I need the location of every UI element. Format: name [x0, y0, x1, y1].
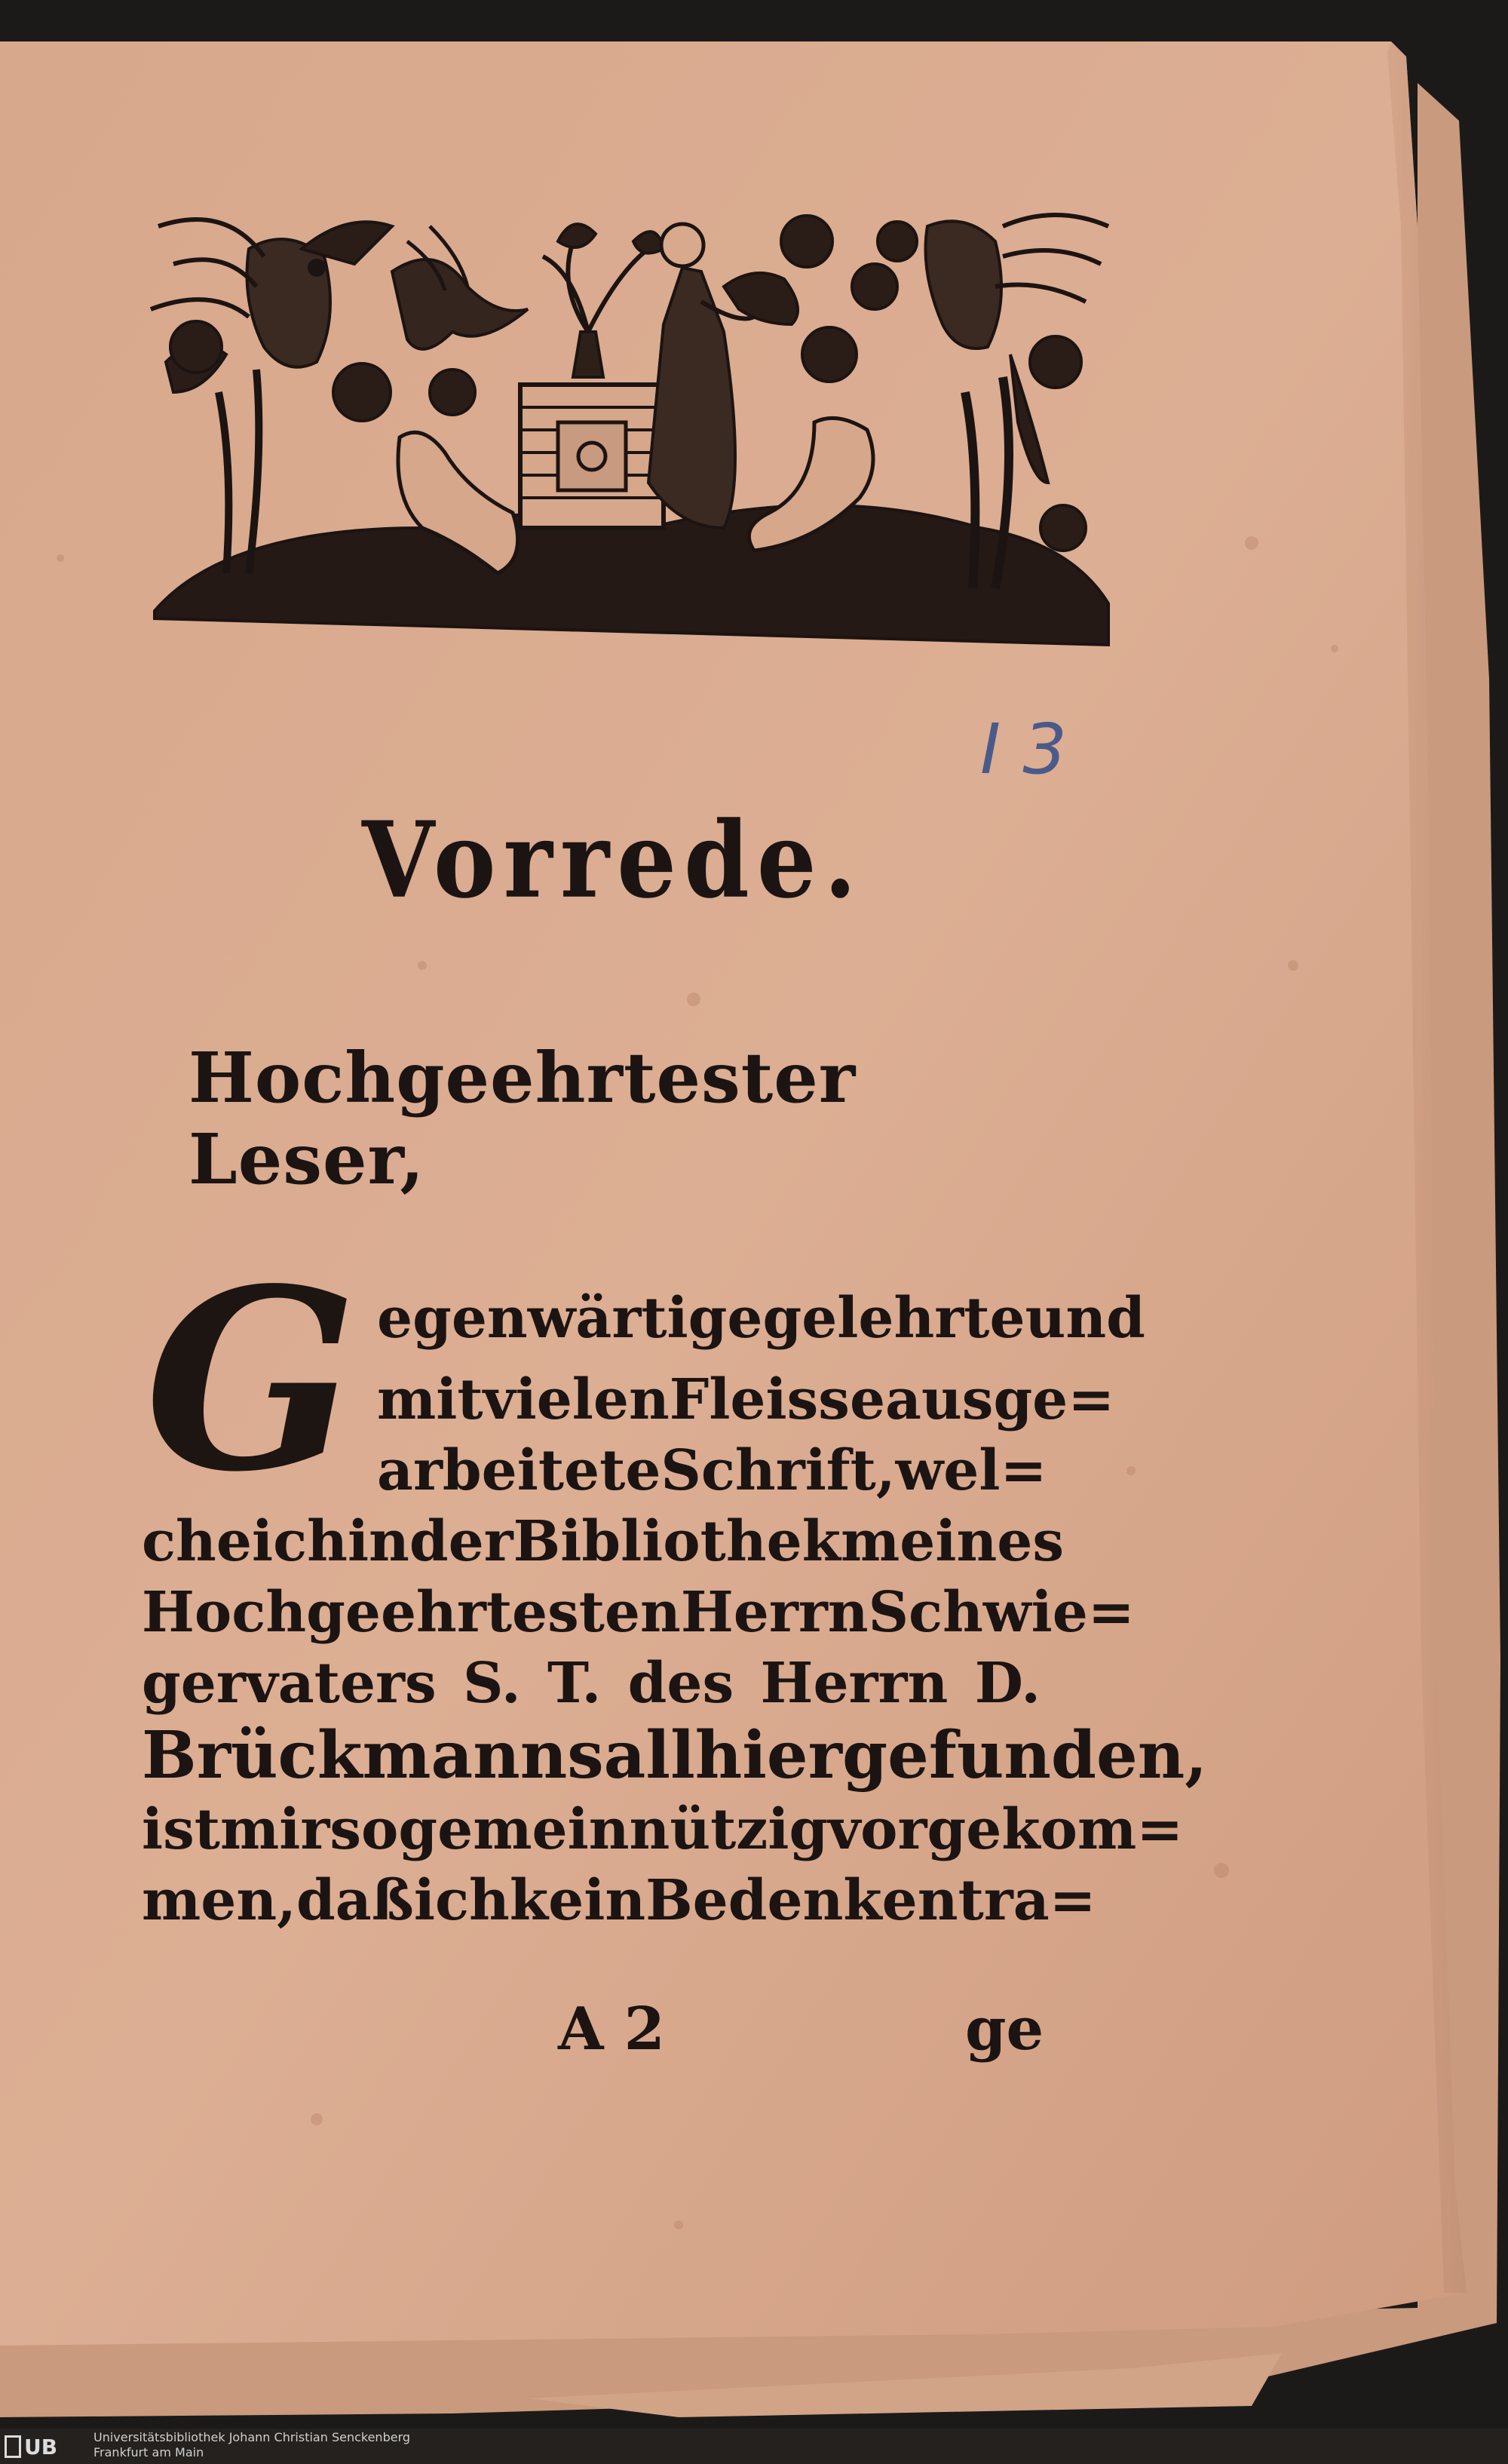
word: tra= — [958, 1868, 1096, 1933]
text-line — [377, 1435, 1047, 1507]
text-line — [142, 1864, 1096, 1937]
word: Brückmanns — [142, 1717, 604, 1794]
word: D. — [974, 1651, 1041, 1716]
word: ich — [251, 1509, 348, 1574]
word: so — [329, 1797, 399, 1862]
word: des — [627, 1651, 734, 1716]
text-line — [142, 1576, 1135, 1649]
word: wel= — [895, 1438, 1047, 1503]
word: egenwärtige — [377, 1286, 763, 1351]
text-line — [142, 1794, 1184, 1866]
catchword: ge — [965, 1995, 1044, 2064]
pencil-shelfmark: I 3 — [980, 709, 1067, 790]
institution-name: Universitätsbibliothek Johann Christian Senckenberg — [93, 2430, 411, 2444]
word: ich — [413, 1868, 510, 1933]
word: und — [1025, 1286, 1145, 1351]
signature-mark: A 2 — [558, 1995, 665, 2064]
word: S. — [463, 1651, 521, 1716]
text-line — [377, 1364, 1115, 1436]
word: vielen — [483, 1367, 670, 1432]
logo-text: UB — [24, 2434, 58, 2459]
library-logo — [5, 2433, 89, 2460]
word: Bedenken — [645, 1868, 958, 1933]
word: meines — [841, 1509, 1065, 1574]
word: Fleisse — [669, 1367, 886, 1432]
word: allhier — [603, 1717, 842, 1794]
word: gervaters — [142, 1651, 437, 1716]
word: gelehrte — [762, 1286, 1025, 1351]
word: ausge= — [885, 1367, 1115, 1432]
word: men, — [142, 1868, 296, 1933]
text-line — [142, 1647, 1041, 1720]
text-line — [377, 1282, 1145, 1355]
word: Schwie= — [868, 1580, 1135, 1645]
text-line — [142, 1717, 1208, 1794]
word: kein — [509, 1868, 646, 1933]
decorated-initial: G — [145, 1234, 357, 1527]
word: vorgekom= — [828, 1797, 1184, 1862]
word: arbeitete — [377, 1438, 661, 1503]
word: Herrn — [680, 1580, 869, 1645]
word: Bibliothek — [513, 1509, 841, 1574]
word: T. — [547, 1651, 602, 1716]
word: Hochgeehrtesten — [142, 1580, 681, 1645]
institution-city: Frankfurt am Main — [93, 2445, 204, 2459]
word: der — [409, 1509, 513, 1574]
salutation: Hochgeehrtester Leser, — [188, 1037, 857, 1200]
word: ist — [142, 1797, 220, 1862]
page-heading: Vorrede. — [362, 799, 864, 922]
word: che — [142, 1509, 252, 1574]
word: mit — [377, 1367, 483, 1432]
text-line — [142, 1505, 1065, 1578]
logo-square-icon — [5, 2435, 21, 2458]
word: gefunden, — [841, 1717, 1208, 1794]
word: mir — [219, 1797, 330, 1862]
word: Herrn — [760, 1651, 949, 1716]
word: in — [347, 1509, 409, 1574]
word: Schrift, — [661, 1438, 896, 1503]
footer-institution — [93, 2430, 621, 2460]
word: gemeinnützig — [398, 1797, 829, 1862]
word: daß — [296, 1868, 414, 1933]
